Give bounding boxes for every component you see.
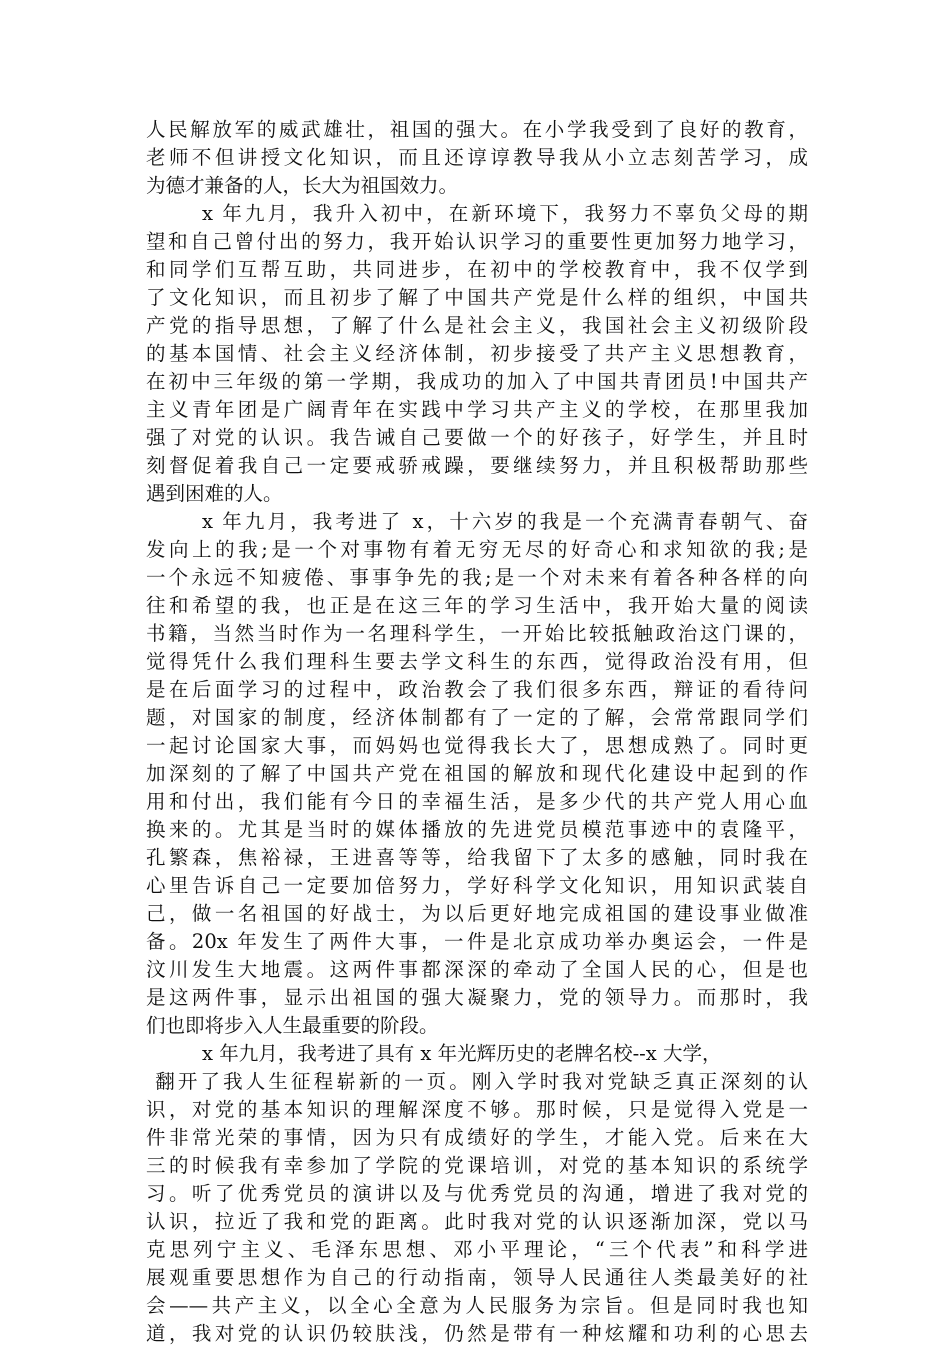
text-line: 三的时候我有幸参加了学院的党课培训，对党的基本知识的系统学 (146, 1154, 808, 1177)
text-line: 望和自己曾付出的努力，我开始认识学习的重要性更加努力地学习， (146, 230, 808, 253)
text-line: 道，我对党的认识仍较肤浅，仍然是带有一种炫耀和功利的心思去 (146, 1322, 808, 1345)
text-line: 件非常光荣的事情，因为只有成绩好的学生，才能入党。后来在大 (146, 1126, 808, 1149)
text-line: 书籍，当然当时作为一名理科学生，一开始比较抵触政治这门课的， (146, 622, 808, 645)
text-line: 汶川发生大地震。这两件事都深深的牵动了全国人民的心，但是也 (146, 958, 808, 981)
text-line: 一个永远不知疲倦、事事争先的我;是一个对未来有着各种各样的向 (146, 566, 808, 589)
text-line: 孔繁森，焦裕禄，王进喜等等，给我留下了太多的感触，同时我在 (146, 846, 808, 869)
text-line: 翻开了我人生征程崭新的一页。刚入学时我对党缺乏真正深刻的认 (146, 1070, 808, 1093)
text-line: 们也即将步入人生最重要的阶段。 (146, 1014, 439, 1037)
text-line: x 年九月，我升入初中，在新环境下，我努力不辜负父母的期 (202, 202, 808, 225)
text-line: 备。20x 年发生了两件大事，一件是北京成功举办奥运会，一件是 (146, 930, 808, 953)
text-line: 和同学们互帮互助，共同进步，在初中的学校教育中，我不仅学到 (146, 258, 808, 281)
text-line: 克思列宁主义、毛泽东思想、邓小平理论，“三个代表”和科学进 (146, 1238, 808, 1261)
text-line: 发向上的我;是一个对事物有着无穷无尽的好奇心和求知欲的我;是 (146, 538, 808, 561)
text-line: 人民解放军的威武雄壮，祖国的强大。在小学我受到了良好的教育， (146, 118, 808, 141)
text-line: x 年九月，我考进了 x，十六岁的我是一个充满青春朝气、奋 (202, 510, 808, 533)
document-body (146, 116, 808, 1348)
text-line: 老师不但讲授文化知识，而且还谆谆教导我从小立志刻苦学习，成 (146, 146, 808, 169)
text-line: 强了对党的认识。我告诫自己要做一个的好孩子，好学生，并且时 (146, 426, 808, 449)
text-line: 用和付出，我们能有今日的幸福生活，是多少代的共产党人用心血 (146, 790, 808, 813)
text-line: 遇到困难的人。 (146, 482, 283, 505)
text-line: 刻督促着我自己一定要戒骄戒躁，要继续努力，并且积极帮助那些 (146, 454, 808, 477)
text-line: 是在后面学习的过程中，政治教会了我们很多东西，辩证的看待问 (146, 678, 808, 701)
text-line: 会——共产主义，以全心全意为人民服务为宗旨。但是同时我也知 (146, 1294, 808, 1317)
text-line: 产党的指导思想，了解了什么是社会主义，我国社会主义初级阶段 (146, 314, 808, 337)
text-line: 了文化知识，而且初步了解了中国共产党是什么样的组织，中国共 (146, 286, 808, 309)
text-line: 认识，拉近了我和党的距离。此时我对党的认识逐渐加深，党以马 (146, 1210, 808, 1233)
text-line: 心里告诉自己一定要加倍努力，学好科学文化知识，用知识武装自 (146, 874, 808, 897)
text-line: x 年九月，我考进了具有 x 年光辉历史的老牌名校--x 大学， (202, 1042, 722, 1065)
text-line: 换来的。尤其是当时的媒体播放的先进党员模范事迹中的袁隆平， (146, 818, 808, 841)
text-line: 觉得凭什么我们理科生要去学文科生的东西，觉得政治没有用，但 (146, 650, 808, 673)
text-line: 为德才兼备的人，长大为祖国效力。 (146, 174, 459, 197)
text-line: 识，对党的基本知识的理解深度不够。那时候，只是觉得入党是一 (146, 1098, 808, 1121)
text-line: 主义青年团是广阔青年在实践中学习共产主义的学校，在那里我加 (146, 398, 808, 421)
text-line: 的基本国情、社会主义经济体制，初步接受了共产主义思想教育， (146, 342, 808, 365)
text-line: 往和希望的我，也正是在这三年的学习生活中，我开始大量的阅读 (146, 594, 808, 617)
text-line: 习。听了优秀党员的演讲以及与优秀党员的沟通，增进了我对党的 (146, 1182, 808, 1205)
text-line: 展观重要思想作为自己的行动指南，领导人民通往人类最美好的社 (146, 1266, 808, 1289)
text-line: 在初中三年级的第一学期，我成功的加入了中国共青团员!中国共产 (146, 370, 808, 393)
text-line: 加深刻的了解了中国共产党在祖国的解放和现代化建设中起到的作 (146, 762, 808, 785)
text-line: 己，做一名祖国的好战士，为以后更好地完成祖国的建设事业做准 (146, 902, 808, 925)
text-line: 一起讨论国家大事，而妈妈也觉得我长大了，思想成熟了。同时更 (146, 734, 808, 757)
text-line: 题，对国家的制度，经济体制都有了一定的了解，会常常跟同学们 (146, 706, 808, 729)
text-line: 是这两件事，显示出祖国的强大凝聚力，党的领导力。而那时，我 (146, 986, 808, 1009)
